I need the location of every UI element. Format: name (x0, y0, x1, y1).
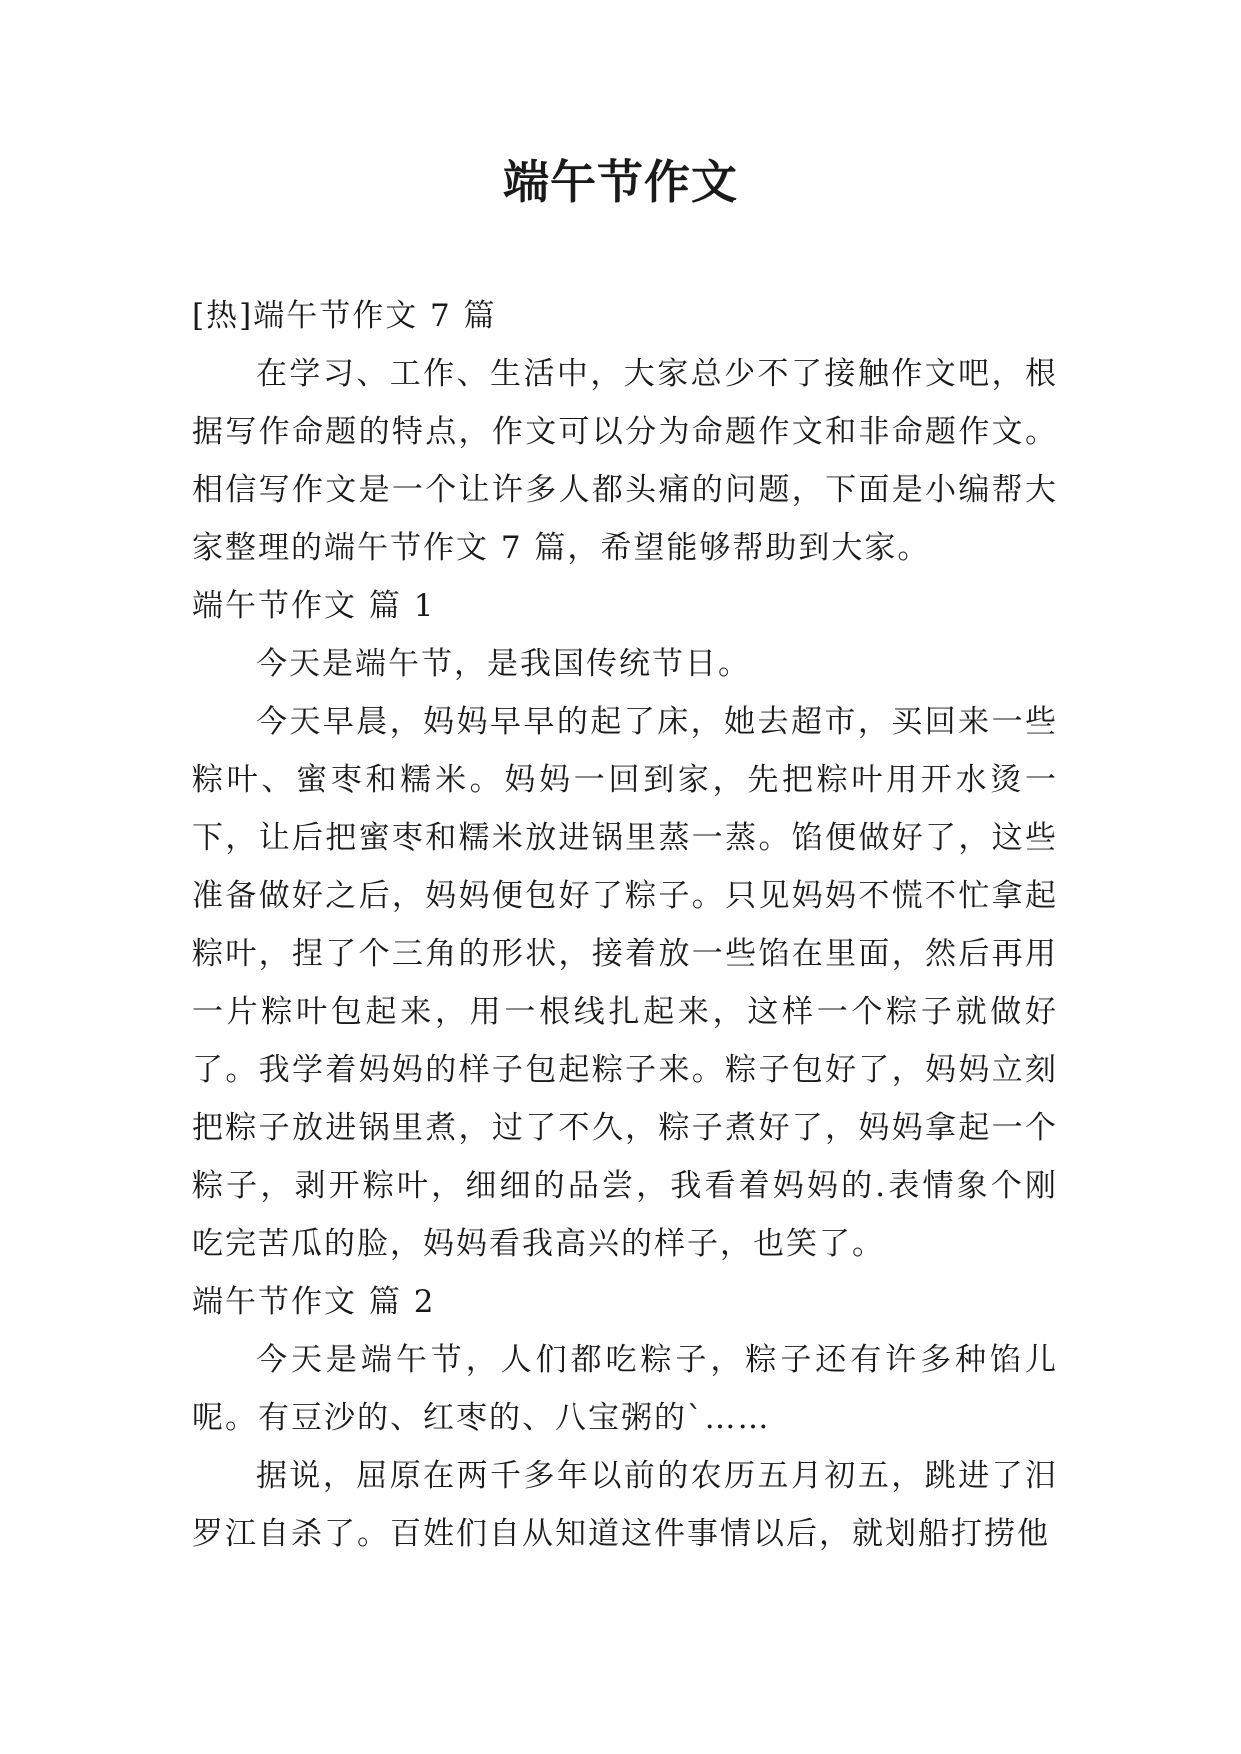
document-subtitle: [热]端午节作文 7 篇 (192, 298, 497, 334)
document-title: 端午节作文 (503, 155, 738, 209)
section-heading-2: 端午节作文 篇 2 (192, 1284, 436, 1320)
section-1-paragraph-2: 今天早晨，妈妈早早的起了床，她去超市，买回来一些粽叶、蜜枣和糯米。妈妈一回到家，先把粽叶用开水烫一下，让后把蜜枣和糯米放进锅里蒸一蒸。馅便做好了，这些准备做好之后，妈妈便包好了粽子。只见妈妈不慌不忙拿起粽叶，捏了个三角的形状，接着放一些馅在里面，然后再用一片粽叶包起来，用一根线扎起来，这样一个粽子就做好了。我学着妈妈的样子包起粽子来。粽子包好了，妈妈立刻把粽子放进锅里煮，过了不久，粽子煮好了，妈妈拿起一个粽子，剥开粽叶，细细的品尝，我看着妈妈的.表情象个刚吃完苦瓜的脸，妈妈看我高兴的样子，也笑了。 (192, 704, 1058, 1262)
section-2-paragraph-2: 据说，屈原在两千多年以前的农历五月初五，跳进了汨罗江自杀了。百姓们自从知道这件事情以后，就划船打捞他 (192, 1458, 1058, 1552)
intro-paragraph: 在学习、工作、生活中，大家总少不了接触作文吧，根据写作命题的特点，作文可以分为命题作文和非命题作文。相信写作文是一个让许多人都头痛的问题，下面是小编帮大家整理的端午节作文 7 篇，希望能够帮助到大家。 (192, 356, 1058, 566)
section-heading-1: 端午节作文 篇 1 (192, 588, 436, 624)
document-body (192, 287, 1058, 1563)
section-2-paragraph-1: 今天是端午节，人们都吃粽子，粽子还有许多种馅儿呢。有豆沙的、红枣的、八宝粥的`…… (192, 1342, 1058, 1436)
section-1-paragraph-1: 今天是端午节，是我国传统节日。 (256, 646, 751, 682)
